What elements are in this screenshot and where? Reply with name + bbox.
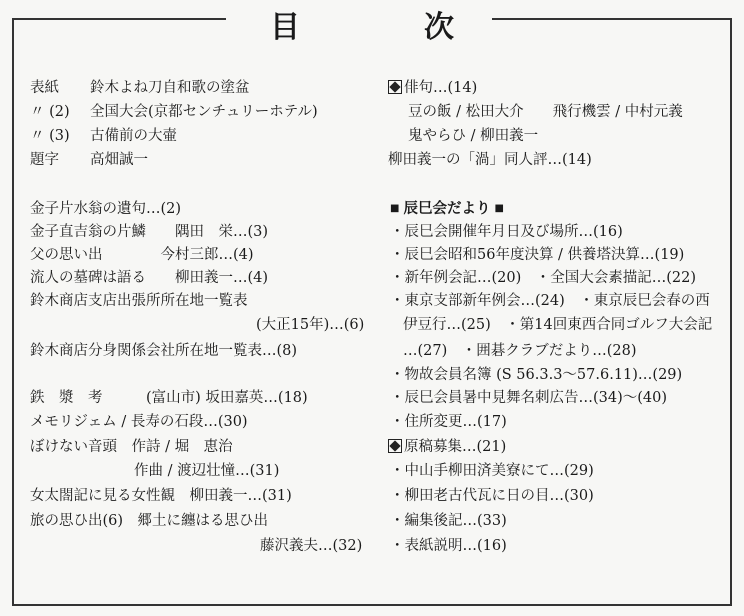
cover-text: 高畑誠一 [90, 152, 148, 168]
cover-text: 鈴木よね刀自和歌の塗盆 [90, 80, 250, 96]
manuscript-heading-text: 原稿募集…(21) [404, 439, 507, 455]
news-item: ・辰巳会員暑中見舞名刺広告…(34)～(40) [390, 390, 668, 406]
square-bullet-icon: ■ [494, 203, 504, 214]
title-char-2: 次 [424, 10, 454, 45]
news-item: ・住所変更…(17) [390, 414, 507, 430]
cover-line-3 [30, 126, 177, 146]
toc-item: 鉄 漿 考 (富山市) 坂田嘉英…(18) [30, 390, 308, 406]
news-item: ・物故会員名簿 (S 56.3.3～57.6.11)…(29) [390, 367, 683, 383]
cover-line-4 [30, 150, 148, 170]
cover-text: 全国大会(京都センチュリーホテル) [90, 104, 318, 120]
toc-item: 金子片水翁の遺句…(2) [30, 201, 182, 217]
toc-item: 金子直吉翁の片鱗 隅田 栄…(3) [30, 224, 269, 240]
haiku-item: 豆の飯 / 松田大介 飛行機雲 / 中村元義 [408, 104, 683, 120]
news-item: ・東京支部新年例会…(24) ・東京辰巳会春の西 [390, 293, 710, 309]
news-item: ・辰巳会昭和56年度決算 / 供養塔決算…(19) [390, 247, 685, 263]
haiku-heading [388, 78, 477, 98]
section-heading [390, 199, 508, 219]
section-heading-text: 辰巳会だより [403, 200, 491, 217]
title-char-1: 目 [270, 10, 300, 45]
diamond-bullet-icon [388, 80, 402, 94]
misc-item: ・柳田老古代瓦に日の目…(30) [390, 488, 594, 504]
toc-item: メモリジェム / 長寿の石段…(30) [30, 414, 248, 430]
toc-item: 旅の思ひ出(6) 郷土に纏はる思ひ出 [30, 513, 269, 529]
misc-item: ・表紙説明…(16) [390, 538, 507, 554]
toc-item: ぼけない音頭 作詩 / 堀 恵治 [30, 439, 233, 455]
cover-label: 表紙 [30, 80, 59, 96]
cover-label: 〃 (3) [30, 128, 70, 144]
toc-item: 父の思い出 今村三郎…(4) [30, 247, 254, 263]
cover-label: 題字 [30, 152, 59, 168]
toc-item: 鈴木商店分身関係会社所在地一覧表…(8) [30, 343, 298, 359]
toc-item-continued: (大正15年)…(6) [256, 317, 365, 333]
haiku-heading-text: 俳句…(14) [404, 80, 478, 96]
toc-item: 流人の墓碑は語る 柳田義一…(4) [30, 270, 269, 286]
cover-text: 古備前の大壷 [90, 128, 177, 144]
diamond-bullet-icon [388, 439, 402, 453]
cover-line-2 [30, 102, 318, 122]
square-bullet-icon: ■ [390, 203, 400, 214]
misc-item: ・中山手柳田済美寮にて…(29) [390, 463, 594, 479]
news-item-continued: 伊豆行…(25) ・第14回東西合同ゴルフ大会記 [403, 317, 713, 333]
toc-item-continued: 藤沢義夫…(32) [260, 538, 363, 554]
misc-item: ・編集後記…(33) [390, 513, 507, 529]
cover-line-1 [30, 78, 250, 98]
manuscript-heading [388, 437, 506, 457]
news-item-continued: …(27) ・囲碁クラブだより…(28) [403, 343, 637, 359]
news-item: ・新年例会記…(20) ・全国大会素描記…(22) [390, 270, 697, 286]
cover-label: 〃 (2) [30, 104, 70, 120]
toc-item: 鈴木商店支店出張所所在地一覧表 [30, 293, 248, 309]
news-item: ・辰巳会開催年月日及び場所…(16) [390, 224, 623, 240]
toc-item: 女太閤記に見る女性観 柳田義一…(31) [30, 488, 292, 504]
toc-item-continued: 作曲 / 渡辺壮憧…(31) [134, 463, 280, 479]
haiku-item: 鬼やらひ / 柳田義一 [408, 128, 539, 144]
haiku-review: 柳田義一の「渦」同人評…(14) [388, 152, 592, 168]
